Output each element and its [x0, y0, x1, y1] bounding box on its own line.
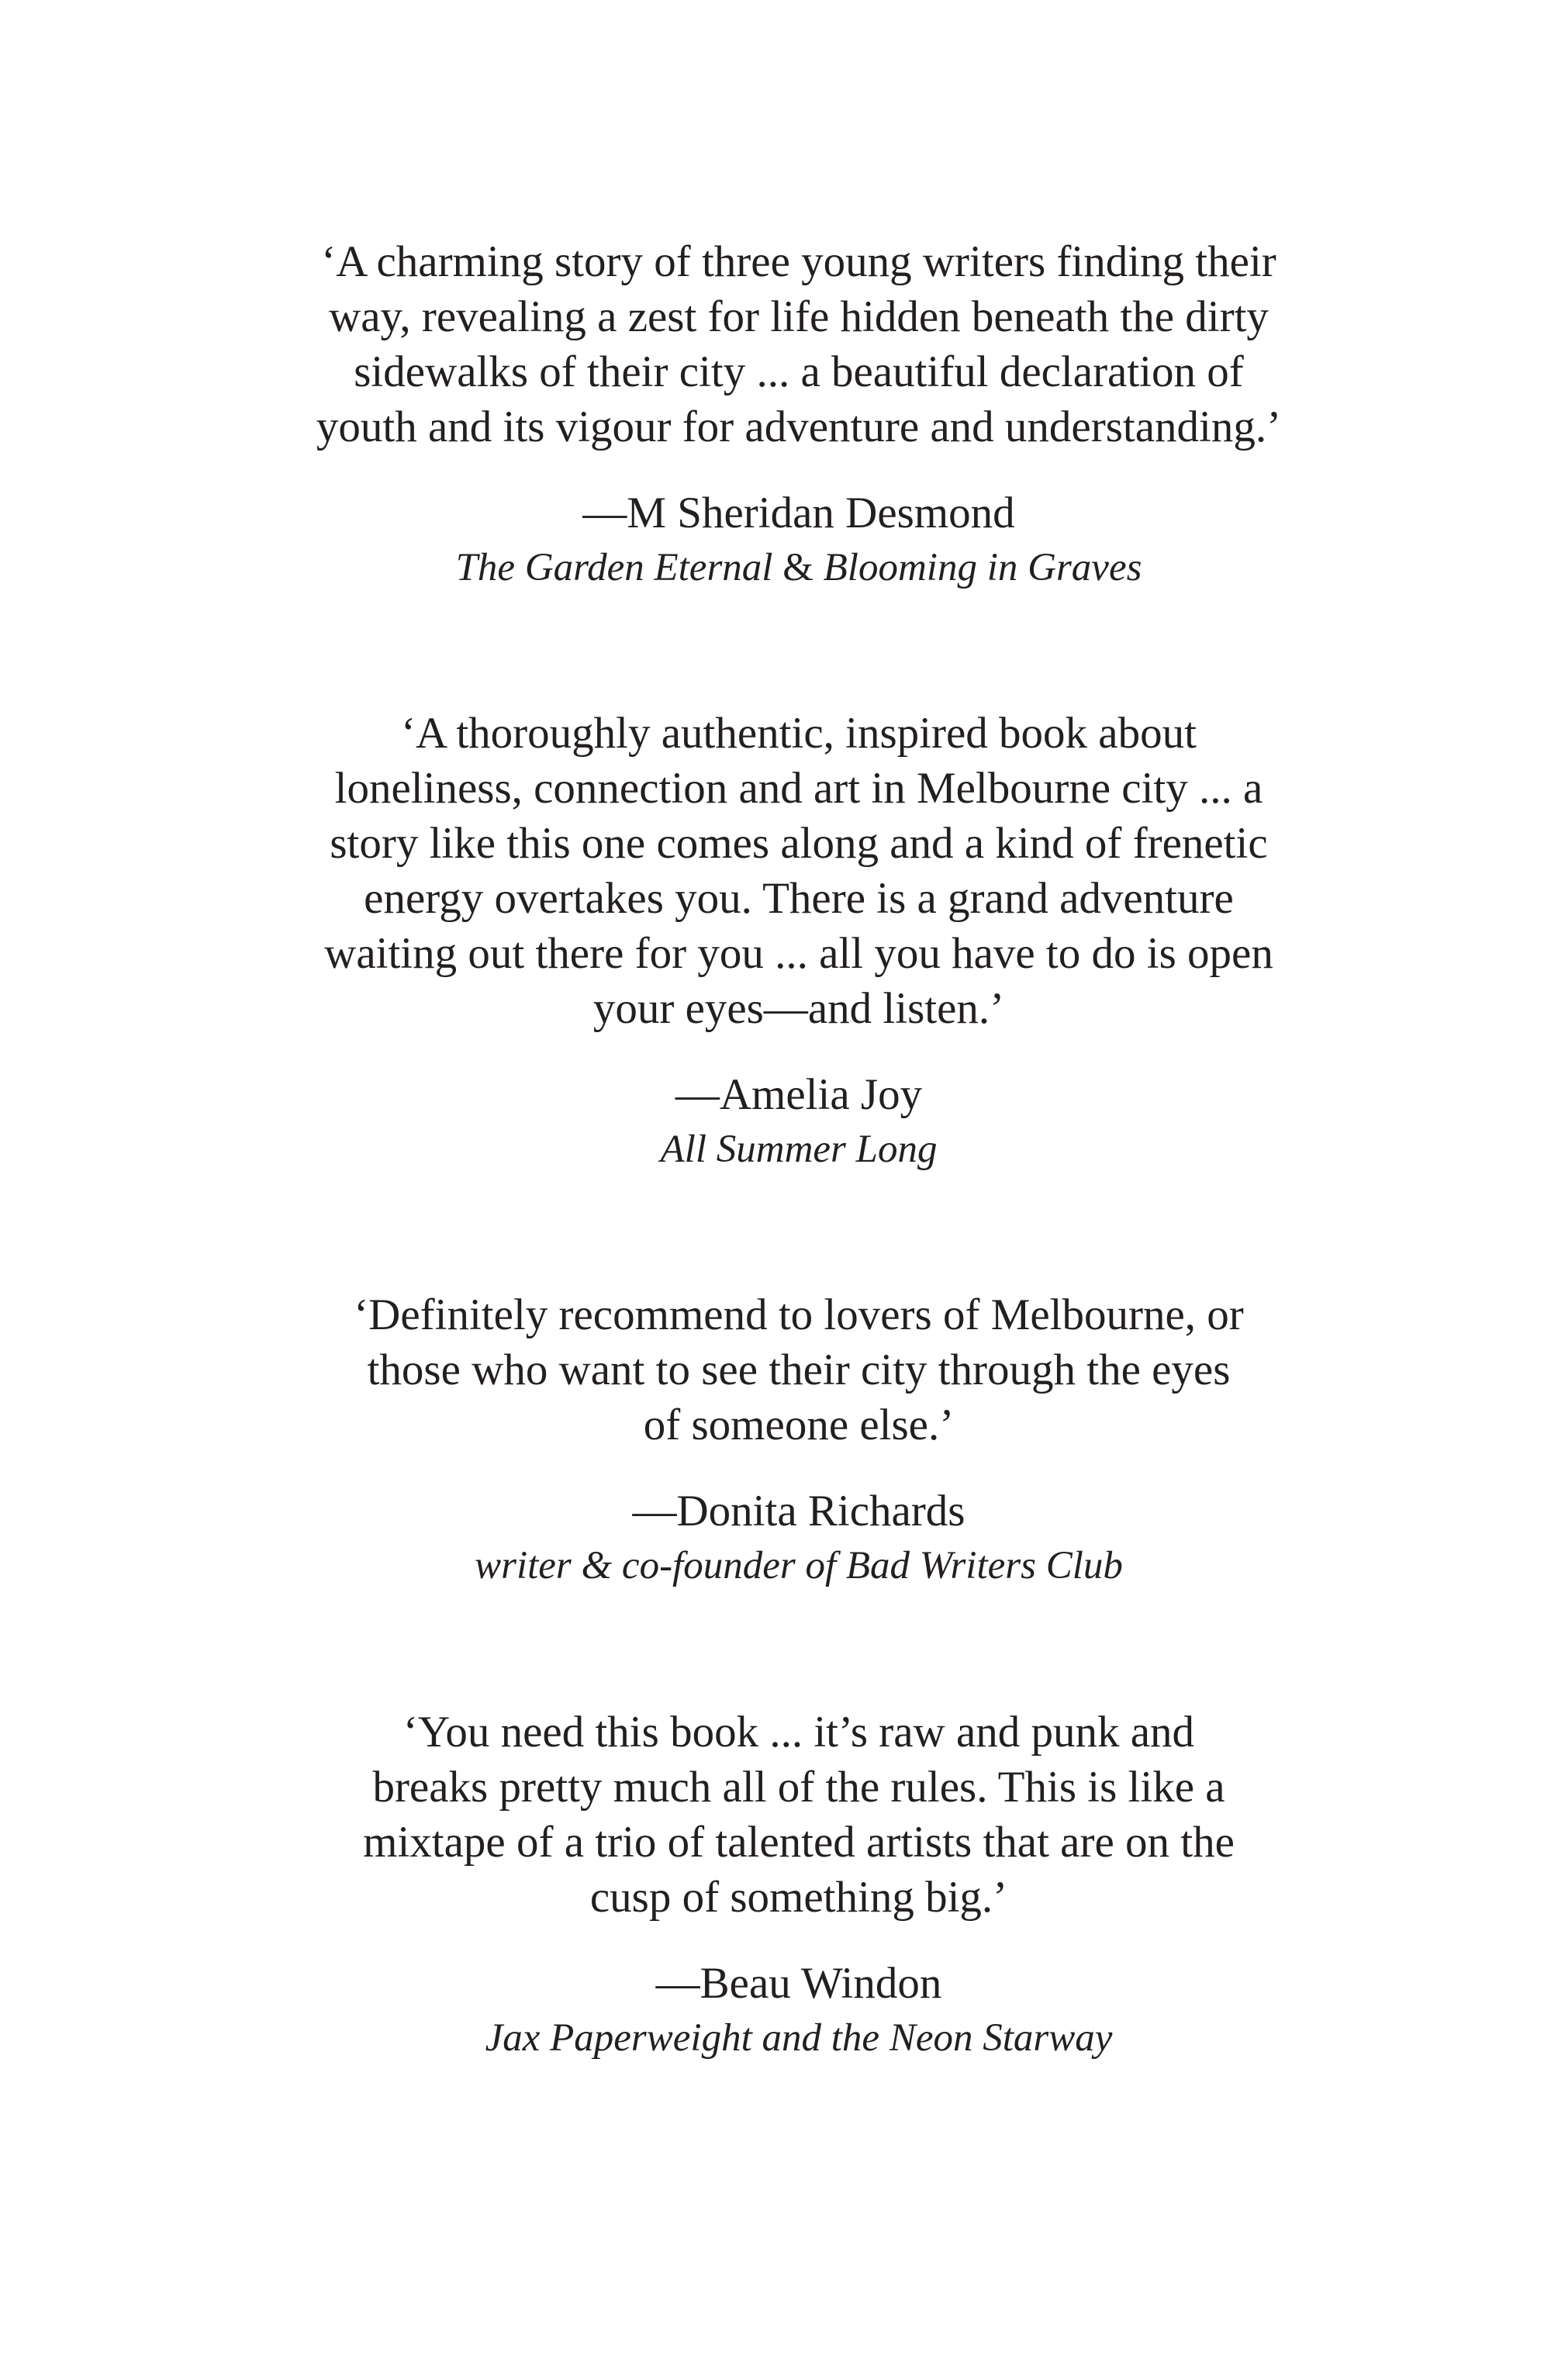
- testimonial-author: —Beau Windon: [655, 1959, 942, 2008]
- quote-line: youth and its vigour for adventure and understanding.’: [316, 402, 1282, 451]
- quote-line: of someone else.’: [643, 1401, 955, 1449]
- quote-line: sidewalks of their city ... a beautiful declaration of: [354, 347, 1244, 396]
- testimonial-source: Jax Paperweight and the Neon Starway: [485, 2016, 1113, 2060]
- quote-line: ‘A charming story of three young writers finding their: [321, 237, 1276, 286]
- quote-line: loneliness, connection and art in Melbourne city ... a: [334, 764, 1263, 813]
- source-title: The Garden Eternal: [455, 546, 773, 589]
- testimonial-quote: [233, 234, 1365, 454]
- source-title: Blooming in Graves: [823, 546, 1142, 589]
- testimonial-source: writer & co-founder of Bad Writers Club: [475, 1544, 1123, 1587]
- testimonial-source: All Summer Long: [660, 1128, 938, 1171]
- testimonial-author: —Amelia Joy: [675, 1070, 923, 1119]
- quote-line: waiting out there for you ... all you have to do is open: [324, 929, 1273, 978]
- source-joiner: &: [772, 546, 824, 589]
- quote-line: those who want to see their city through the eyes: [367, 1345, 1231, 1394]
- testimonial-author: —M Sheridan Desmond: [582, 489, 1015, 537]
- quote-line: mixtape of a trio of talented artists that are on the: [363, 1818, 1235, 1867]
- quote-line: breaks pretty much all of the rules. This is like a: [372, 1763, 1225, 1812]
- testimonial-quote: [233, 706, 1365, 1036]
- testimonial: [233, 1705, 1365, 2065]
- quote-line: cusp of something big.’: [589, 1873, 1008, 1922]
- quote-line: story like this one comes along and a kind of frenetic: [330, 819, 1268, 868]
- quote-line: way, revealing a zest for life hidden beneath the dirty: [329, 292, 1269, 341]
- testimonial-quote: [233, 1287, 1365, 1453]
- testimonial: [233, 234, 1365, 595]
- testimonial-quote: [233, 1705, 1365, 1925]
- quote-line: ‘Definitely recommend to lovers of Melbourne, or: [354, 1290, 1244, 1339]
- testimonial-source: [233, 541, 1365, 595]
- quote-line: ‘A thoroughly authentic, inspired book about: [401, 709, 1197, 758]
- quote-line: ‘You need this book ... it’s raw and punk and: [402, 1708, 1195, 1757]
- quote-line: energy overtakes you. There is a grand adventure: [364, 874, 1234, 923]
- testimonial: [233, 1287, 1365, 1593]
- testimonial-author: —Donita Richards: [632, 1487, 965, 1535]
- testimonial: [233, 706, 1365, 1176]
- quote-line: your eyes—and listen.’: [592, 984, 1005, 1033]
